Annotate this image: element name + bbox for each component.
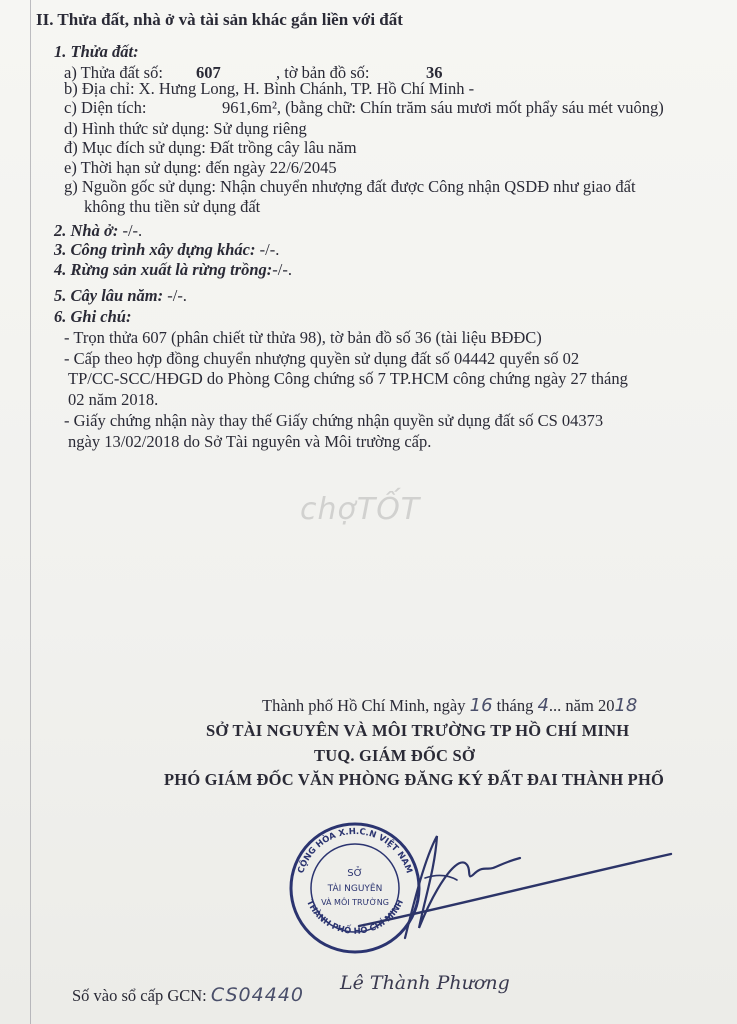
house-row: [54, 221, 142, 241]
note-line: ngày 13/02/2018 do Sở Tài nguyên và Môi trường cấp.: [68, 432, 432, 451]
signature-underline-stroke: [355, 850, 675, 930]
parcel-number: 607: [196, 63, 221, 82]
parcel-label: a) Thửa đất số:: [64, 63, 163, 82]
registry-label: Số vào sổ cấp GCN:: [72, 986, 207, 1005]
perennial-row: [54, 286, 187, 306]
area-row: [64, 98, 664, 118]
note-line: TP/CC-SCC/HĐGD do Phòng Công chứng số 7 TP.HCM công chứng ngày 27 tháng: [68, 369, 628, 388]
map-number: 36: [426, 63, 443, 82]
forest-label: 4. Rừng sản xuất là rừng trồng:: [54, 260, 273, 279]
note-line: - Giấy chứng nhận này thay thế Giấy chứng nhận quyền sử dụng đất số CS 04373: [64, 411, 604, 430]
registry-code-handwritten: CS04440: [210, 984, 304, 1006]
perennial-label: 5. Cây lâu năm:: [54, 286, 164, 305]
signer-name: Lê Thành Phương: [340, 972, 510, 994]
place-date-line: Thành phố Hồ Chí Minh, ngày 16 tháng 4... năm 2018: [262, 695, 638, 716]
seal-center-line: VÀ MÔI TRƯỜNG: [321, 898, 389, 907]
deputy-title: PHÓ GIÁM ĐỐC VĂN PHÒNG ĐĂNG KÝ ĐẤT ĐAI THÀNH PHỐ: [164, 770, 665, 789]
house-label: 2. Nhà ở:: [54, 221, 119, 240]
year-label: năm 20: [565, 696, 615, 715]
origin-line-1: g) Nguồn gốc sử dụng: Nhận chuyển nhượng đất được Công nhận QSDĐ như giao đất: [64, 177, 636, 196]
month-label: tháng: [496, 696, 534, 715]
department-title: SỞ TÀI NGUYÊN VÀ MÔI TRƯỜNG TP HỒ CHÍ MINH: [206, 721, 630, 740]
left-border-line: [30, 0, 31, 1024]
month-handwritten: 4: [537, 695, 549, 716]
origin-line-2: không thu tiền sử dụng đất: [84, 197, 261, 216]
usage-term-line: e) Thời hạn sử dụng: đến ngày 22/6/2045: [64, 158, 337, 177]
area-value: 961,6m², (bằng chữ: Chín trăm sáu mươi mốt phẩy sáu mét vuông): [222, 98, 664, 117]
note-line: 02 năm 2018.: [68, 390, 159, 409]
registry-row: [72, 985, 304, 1006]
area-label: c) Diện tích:: [64, 98, 147, 117]
watermark: chợTỐT: [300, 492, 421, 527]
forest-row: [54, 260, 292, 280]
place-date-prefix: Thành phố Hồ Chí Minh, ngày: [262, 696, 466, 715]
map-label: , tờ bản đồ số:: [276, 63, 370, 82]
year-handwritten: 18: [614, 695, 638, 716]
usage-purpose-line: đ) Mục đích sử dụng: Đất trồng cây lâu năm: [64, 138, 357, 157]
tuq-title: TUQ. GIÁM ĐỐC SỞ: [314, 746, 475, 765]
perennial-value: -/-.: [163, 286, 187, 305]
section-title: II. Thửa đất, nhà ở và tài sản khác gắn liền với đất: [36, 10, 403, 29]
notes-heading: 6. Ghi chú:: [54, 307, 132, 326]
seal-outer-top: CỘNG HÒA X.H.C.N VIỆT NAM: [296, 826, 414, 875]
seal-center-line: TÀI NGUYÊN: [327, 884, 383, 894]
other-works-label: 3. Công trình xây dựng khác:: [54, 240, 256, 259]
house-value: -/-.: [118, 221, 143, 240]
usage-form-line: d) Hình thức sử dụng: Sử dụng riêng: [64, 119, 307, 138]
seal-outer-bottom: THÀNH PHỐ HỒ CHÍ MINH: [304, 898, 406, 937]
land-heading: 1. Thửa đất:: [54, 42, 139, 61]
note-line: - Cấp theo hợp đồng chuyển nhượng quyền sử dụng đất số 04442 quyển số 02: [64, 349, 580, 368]
seal-center-line: SỞ: [347, 868, 363, 879]
other-works-row: [54, 240, 279, 260]
forest-value: -/-.: [272, 260, 292, 279]
address-line: b) Địa chỉ: X. Hưng Long, H. Bình Chánh, TP. Hồ Chí Minh -: [64, 79, 475, 98]
note-line: - Trọn thửa 607 (phân chiết từ thửa 98), tờ bản đồ số 36 (tài liệu BĐĐC): [64, 328, 542, 347]
day-handwritten: 16: [469, 695, 493, 716]
other-works-value: -/-.: [255, 240, 280, 259]
